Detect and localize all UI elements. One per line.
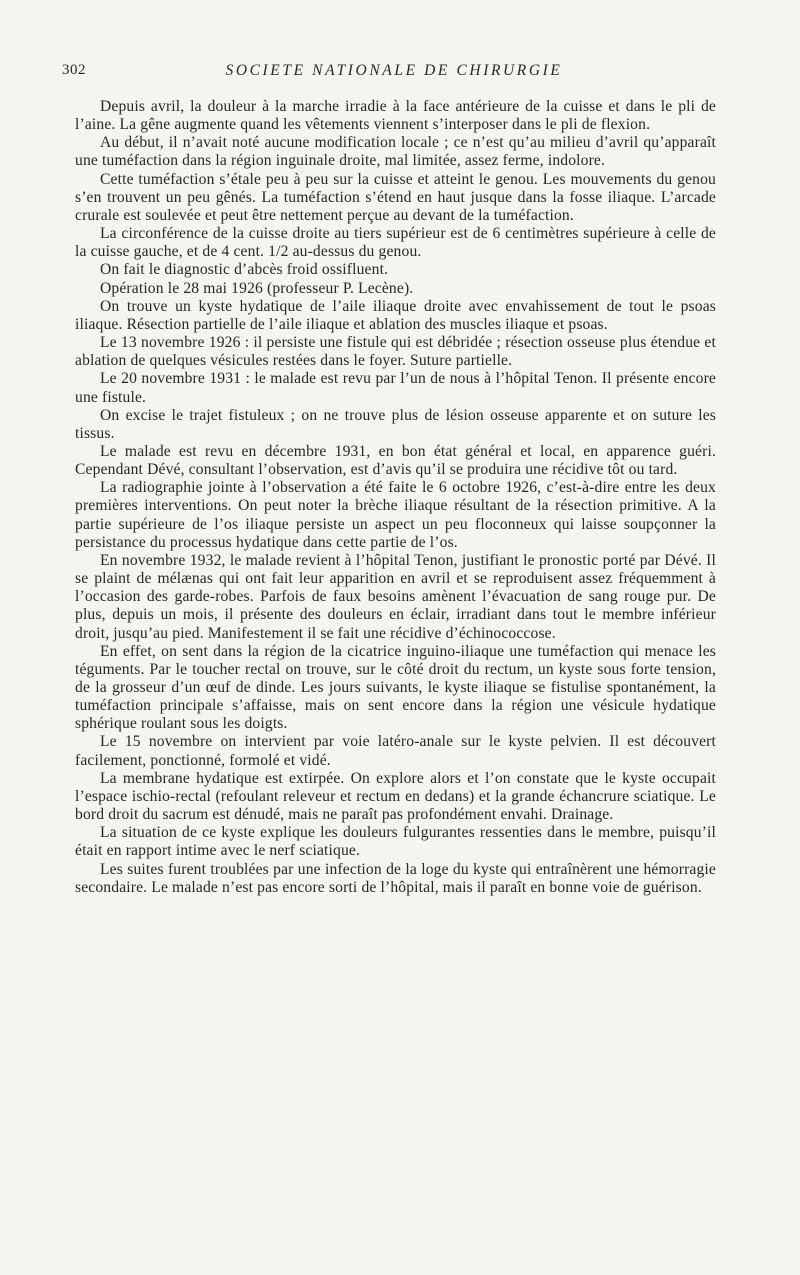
paragraph: Au début, il n’avait noté aucune modification locale ; ce n’est qu’au milieu d’avril qu’apparaît une tuméfaction dans la région inguinale droite, mal limitée, assez ferme, indolore.: [75, 134, 716, 170]
paragraph: Le 20 novembre 1931 : le malade est revu par l’un de nous à l’hôpital Tenon. Il présente encore une fistule.: [75, 370, 716, 406]
paragraph: En effet, on sent dans la région de la cicatrice inguino-iliaque une tuméfaction qui menace les téguments. Par le toucher rectal on trouve, sur le côté droit du rectum, un kyste sous forte tension, de la grosseur d’un œuf de dinde. Les jours suivants, le kyste iliaque se fistulise spontanément, la tuméfaction principale s’affaisse, mais on sent encore dans la région une vésicule hydatique sphérique roulant sous les doigts.: [75, 642, 716, 733]
paragraph: On excise le trajet fistuleux ; on ne trouve plus de lésion osseuse apparente et on suture les tissus.: [75, 406, 716, 442]
paragraph: Depuis avril, la douleur à la marche irradie à la face antérieure de la cuisse et dans le pli de l’aine. La gêne augmente quand les vêtements viennent s’interposer dans le pli de flexion.: [75, 98, 716, 134]
page-number: 302: [62, 62, 86, 78]
paragraph: Les suites furent troublées par une infection de la loge du kyste qui entraînèrent une hémorragie secondaire. Le malade n’est pas encore sorti de l’hôpital, mais il paraît en bonne voie de guérison.: [75, 860, 716, 896]
paragraph: Le malade est revu en décembre 1931, en bon état général et local, en apparence guéri. Cependant Dévé, consultant l’observation, est d’avis qu’il se produira une récidive tôt ou tard.: [75, 442, 716, 479]
paragraph: La membrane hydatique est extirpée. On explore alors et l’on constate que le kyste occupait l’espace ischio-rectal (refoulant releveur et rectum en dedans) et la grande échancrure sciatique. Le bord droit du sacrum est dénudé, mais ne paraît pas profondément envahi. Drainage.: [75, 769, 716, 824]
paragraph: Le 13 novembre 1926 : il persiste une fistule qui est débridée ; résection osseuse plus étendue et ablation de quelques vésicules restées dans le foyer. Suture partielle.: [75, 334, 716, 370]
running-title: SOCIETE NATIONALE DE CHIRURGIE: [225, 62, 563, 79]
paragraph: La situation de ce kyste explique les douleurs fulgurantes ressenties dans le membre, puisqu’il était en rapport intime avec le nerf sciatique.: [75, 824, 716, 860]
paragraph: En novembre 1932, le malade revient à l’hôpital Tenon, justifiant le pronostic porté par Dévé. Il se plaint de mélænas qui ont fait leur apparition en avril et se reproduisent assez fréquemment à l’occasion des garde-robes. Parfois de faux besoins amènent l’évacuation de sang rouge pur. De plus, depuis un mois, il présente des douleurs en éclair, irradiant dans tout le membre inférieur droit, jusqu’au pied. Manifestement il se fait une récidive d’échinococcose.: [75, 551, 716, 642]
paragraph: La circonférence de la cuisse droite au tiers supérieur est de 6 centimètres supérieure à celle de la cuisse gauche, et de 4 cent. 1/2 au-dessus du genou.: [75, 225, 716, 261]
paragraph: Opération le 28 mai 1926 (professeur P. Lecène).: [100, 279, 414, 297]
paragraph: Cette tuméfaction s’étale peu à peu sur la cuisse et atteint le genou. Les mouvements du genou s’en trouvent un peu gênés. La tuméfaction s’étend en haut jusque dans la fosse iliaque. L’arcade crurale est soulevée et peut être nettement perçue au devant de la tuméfaction.: [75, 170, 716, 224]
paragraph: Le 15 novembre on intervient par voie latéro-anale sur le kyste pelvien. Il est découvert facilement, ponctionné, formolé et vidé.: [75, 733, 716, 769]
paragraph: On fait le diagnostic d’abcès froid ossifluent.: [100, 261, 389, 279]
paragraph: La radiographie jointe à l’observation a été faite le 6 octobre 1926, c’est-à-dire entre les deux premières interventions. On peut noter la brèche iliaque résultant de la résection primitive. A la partie supérieure de l’os iliaque persiste un aspect un peu floconneux qui laisse soupçonner la persistance du processus hydatique dans cette partie de l’os.: [75, 479, 716, 551]
page-header: [62, 62, 726, 84]
body-text: [75, 98, 716, 897]
paragraph: On trouve un kyste hydatique de l’aile iliaque droite avec envahissement de tout le psoas iliaque. Résection partielle de l’aile iliaque et ablation des muscles iliaque et psoas.: [75, 297, 716, 333]
